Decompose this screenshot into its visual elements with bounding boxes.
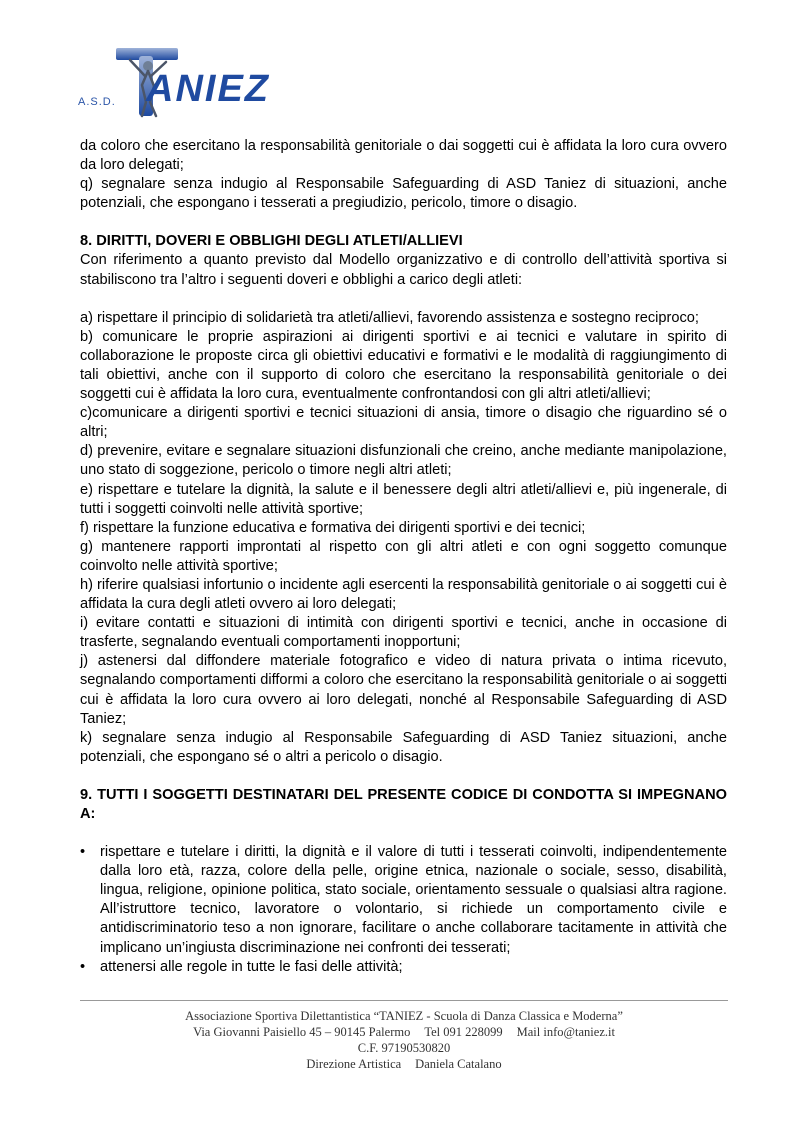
list-item: a) rispettare il principio di solidarietà tra atleti/allievi, favorendo assistenza e sostegno reciproco; — [80, 309, 699, 326]
logo-brand: ANIEZ — [146, 68, 270, 110]
footer-director-name: Daniela Catalano — [415, 1057, 502, 1071]
bullet-item: • attenersi alle regole in tutte le fasi delle attività; — [80, 958, 727, 977]
footer-contacts — [80, 1024, 728, 1040]
paragraph-item-q: q) segnalare senza indugio al Responsabile Safeguarding di ASD Taniez di situazioni, anche potenziali, che espongano i tesserati a pregiudizio, pericolo, timore o disagio. — [80, 176, 727, 212]
page-footer — [80, 1008, 728, 1072]
footer-direction-label: Direzione Artistica — [306, 1057, 402, 1071]
logo-prefix: A.S.D. — [78, 96, 116, 108]
footer-address: Via Giovanni Paisiello 45 – 90145 Palermo — [193, 1025, 411, 1039]
list-item: e) rispettare e tutelare la dignità, la salute e il benessere degli altri atleti/allievi e, più ingenerale, di tutti i soggetti coinvolti nelle attività sportive; — [80, 481, 727, 517]
association-logo — [78, 40, 270, 120]
list-item: i) evitare contatti e situazioni di intimità con dirigenti sportivi e tecnici, anche in occasione di trasferte, segnalando eventuali comportamenti inopportuni; — [80, 615, 727, 651]
section-8-heading: 8. DIRITTI, DOVERI E OBBLIGHI DEGLI ATLETI/ALLIEVI — [80, 233, 463, 250]
list-item: k) segnalare senza indugio al Responsabile Safeguarding di ASD Taniez situazioni, anche potenziali, che espongano sé o altri a pericolo o disagio. — [80, 729, 727, 765]
paragraph-continuation: da coloro che esercitano la responsabilità genitoriale o dai soggetti cui è affidata la loro cura ovvero da loro delegati; — [80, 138, 727, 174]
footer-divider — [80, 1000, 728, 1001]
list-item: d) prevenire, evitare e segnalare situazioni disfunzionali che creino, anche mediante manipolazione, uno stato di soggezione, pericolo o timore negli altri atleti; — [80, 443, 727, 479]
section-8-intro: Con riferimento a quanto previsto dal Modello organizzativo e di controllo dell’attività sportiva si stabiliscono tra l’altro i seguenti doveri e obblighi a carico degli atleti: — [80, 252, 727, 288]
list-item: h) riferire qualsiasi infortunio o incidente agli esercenti la responsabilità genitoriale o ai soggetti cui è affidata la cura degli atleti ovvero ai loro delegati; — [80, 576, 727, 613]
section-9-heading: 9. TUTTI I SOGGETTI DESTINATARI DEL PRESENTE CODICE DI CONDOTTA SI IMPEGNANO A: — [80, 786, 727, 822]
footer-phone: Tel 091 228099 — [424, 1025, 503, 1039]
footer-association-name: Associazione Sportiva Dilettantistica “TANIEZ - Scuola di Danza Classica e Moderna” — [185, 1009, 623, 1023]
footer-email: Mail info@taniez.it — [516, 1025, 615, 1039]
list-item: f) rispettare la funzione educativa e formativa dei dirigenti sportivi e dei tecnici; — [80, 519, 586, 536]
list-item: b) comunicare le proprie aspirazioni ai dirigenti sportivi e ai tecnici e valutare in spirito di collaborazione le proposte circa gli obiettivi educativi e formativi e le modalità di raggiungimento di tali obiettivi, anche con il supporto di coloro che esercitano la responsabilità genitoriale o dei soggetti cui è affidata la loro cura, eventualmente confrontandosi con gli altri atleti/allievi; — [80, 328, 727, 403]
section-8-list — [80, 309, 727, 767]
footer-direction — [80, 1056, 728, 1072]
list-item: c)comunicare a dirigenti sportivi e tecnici situazioni di ansia, timore o disagio che riguardino sé o altri; — [80, 405, 727, 441]
bullet-item: • rispettare e tutelare i diritti, la dignità e il valore di tutti i tesserati coinvolti, indipendentemente dalla loro età, razza, colore della pelle, origine etnica, nazionale o sociale, sesso, disabilità, lingua, religione, opinione politica, stato sociale, orientamento sessuale o qualsiasi altra ragione. All’istruttore tecnico, lavoratore o volontario, si richiede un comportamento civile e antidiscriminatorio teso a non ignorare, facilitare o anche collaborare tacitamente in attività che implicano un’ingiusta discriminazione nei confronti dei tesserati; — [80, 843, 727, 958]
document-body — [80, 137, 727, 977]
list-item: g) mantenere rapporti improntati al rispetto con gli altri atleti e con ogni soggetto comunque coinvolto nelle attività sportive; — [80, 538, 727, 574]
list-item: j) astenersi dal diffondere materiale fotografico e video di natura privata o intima ricevuto, segnalando comportamenti difformi a coloro che esercitano la responsabilità genitoriale o ai soggetti cui è affidata la loro cura ovvero ai loro delegati, nonché al Responsabile Safeguarding di ASD Taniez; — [80, 653, 727, 727]
section-9-bullets — [80, 843, 727, 977]
footer-tax-code: C.F. 97190530820 — [357, 1041, 451, 1055]
